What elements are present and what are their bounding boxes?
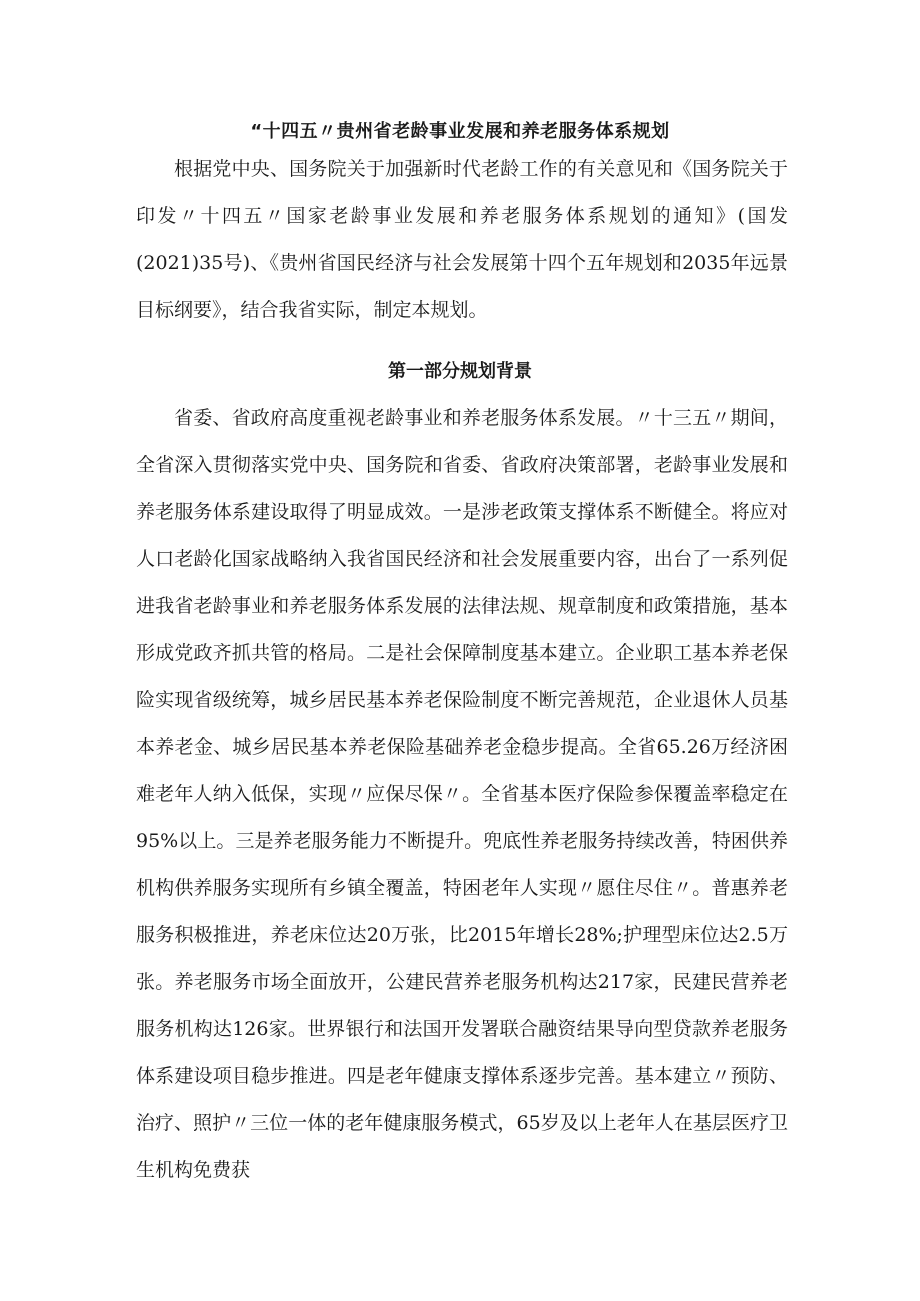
document-title: “十四五〃贵州省老龄事业发展和养老服务体系规划	[250, 121, 670, 142]
section-heading: 第一部分规划背景	[388, 361, 532, 382]
section-paragraph: 省委、省政府高度重视老龄事业和养老服务体系发展。〃十三五〃期间，全省深入贯彻落实党中央、国务院和省委、省政府决策部署，老龄事业发展和养老服务体系建设取得了明显成效。一是涉老政策支撑体系不断健全。将应对人口老龄化国家战略纳入我省国民经济和社会发展重要内容，出台了一系列促进我省老龄事业和养老服务体系发展的法律法规、规章制度和政策措施，基本形成党政齐抓共管的格局。二是社会保障制度基本建立。企业职工基本养老保险实现省级统筹，城乡居民基本养老保险制度不断完善规范，企业退休人员基本养老金、城乡居民基本养老保险基础养老金稳步提高。全省65.26万经济困难老年人纳入低保，实现〃应保尽保〃。全省基本医疗保险参保覆盖率稳定在95%以上。三是养老服务能力不断提升。兜底性养老服务持续改善，特困供养机构供养服务实现所有乡镇全覆盖，特困老年人实现〃愿住尽住〃。普惠养老服务积极推进，养老床位达20万张，比2015年增长28%;护理型床位达2.5万张。养老服务市场全面放开，公建民营养老服务机构达217家，民建民营养老服务机构达126家。世界银行和法国开发署联合融资结果导向型贷款养老服务体系建设项目稳步推进。四是老年健康支撑体系逐步完善。基本建立〃预防、治疗、照护〃三位一体的老年健康服务模式，65岁及以上老年人在基层医疗卫生机构免费获	[136, 407, 788, 1181]
intro-paragraph: 根据党中央、国务院关于加强新时代老龄工作的有关意见和《国务院关于印发〃十四五〃国家老龄事业发展和养老服务体系规划的通知》(国发(2021)35号)、《贵州省国民经济与社会发展第十四个五年规划和2035年远景目标纲要》，结合我省实际，制定本规划。	[136, 158, 788, 321]
